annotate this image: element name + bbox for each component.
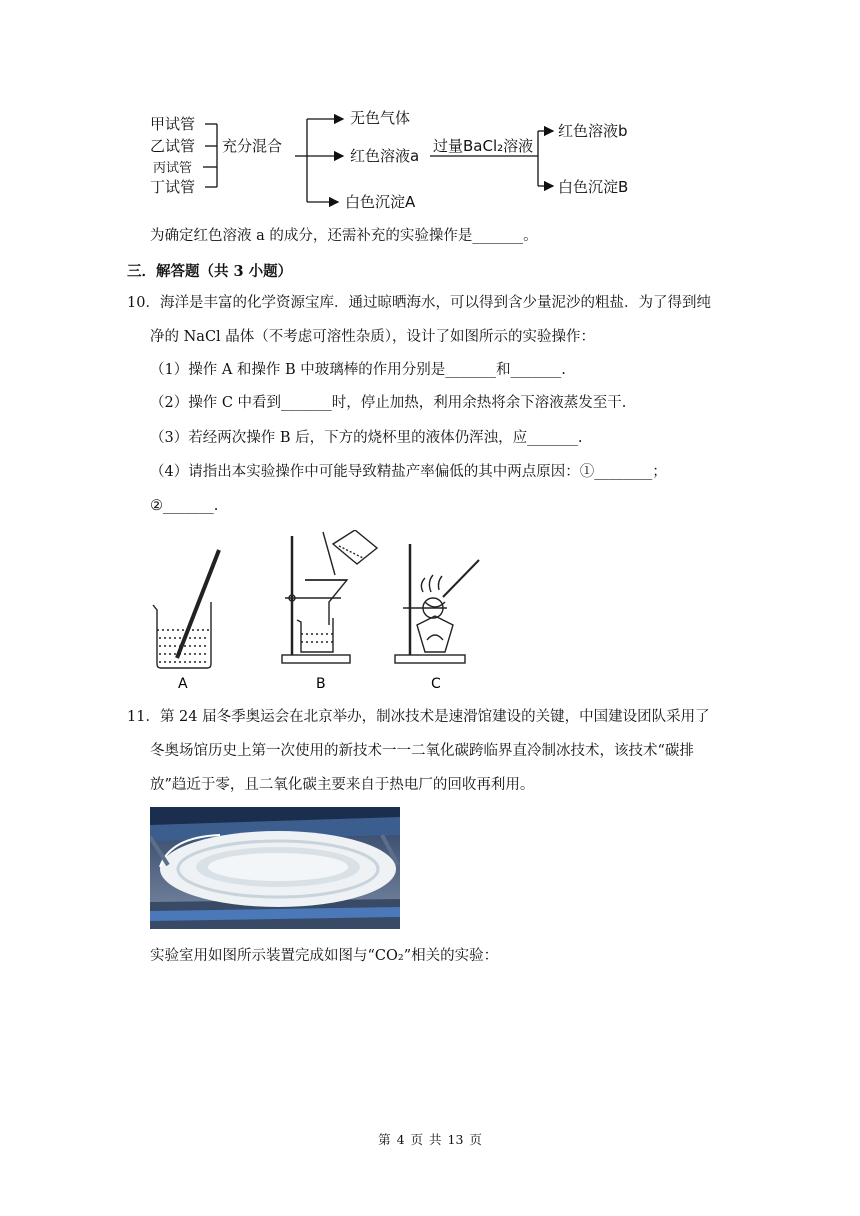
- q10-part4-second: ②_______.: [150, 498, 219, 514]
- page-footer: [0, 1130, 860, 1148]
- q11-line3: 放”趋近于零，且二氧化碳主要来自于热电厂的回收再利用。: [150, 777, 535, 793]
- flow-diagram: [145, 104, 655, 216]
- footer-total: 13: [447, 1132, 464, 1147]
- output-gas: 无色气体: [350, 109, 411, 127]
- section-heading: 三．解答题（共 3 小题）: [127, 263, 293, 280]
- output-red-b: 红色溶液b: [558, 122, 628, 140]
- q10-part4: （4）请指出本实验操作中可能导致精盐产率偏低的其中两点原因：①________；: [150, 464, 667, 480]
- q10-line2: 净的 NaCl 晶体（不考虑可溶性杂质），设计了如图所示的实验操作：: [150, 329, 596, 345]
- footer-ye1: 页: [410, 1132, 424, 1147]
- q10-line1: 10．海洋是丰富的化学资源宝库．通过晾晒海水，可以得到含少量泥沙的粗盐．为了得到纯: [127, 295, 711, 311]
- tube-jia: 甲试管: [150, 115, 196, 133]
- q9-tail: 为确定红色溶液 a 的成分，还需补充的实验操作是_______。: [150, 228, 538, 244]
- output-red-a: 红色溶液a: [350, 147, 420, 165]
- label-c: C: [431, 676, 441, 692]
- footer-ye2: 页: [469, 1132, 482, 1147]
- output-precip-b: 白色沉淀B: [558, 178, 629, 196]
- tube-yi: 乙试管: [150, 137, 196, 155]
- label-a: A: [178, 676, 188, 692]
- mix-label: 充分混合: [222, 137, 283, 155]
- tube-bing: 丙试管: [153, 161, 193, 176]
- footer-gong: 共: [429, 1132, 442, 1147]
- q10-part1: （1）操作 A 和操作 B 中玻璃棒的作用分别是_______和_______.: [150, 362, 566, 378]
- skating-venue-photo: [150, 807, 400, 929]
- tube-ding: 丁试管: [150, 178, 196, 196]
- q10-part3: （3）若经两次操作 B 后，下方的烧杯里的液体仍浑浊，应_______.: [150, 430, 583, 446]
- apparatus-figure: [145, 530, 495, 695]
- q11-line2: 冬奥场馆历史上第一次使用的新技术一一二氧化碳跨临界直冷制冰技术，该技术“碳排: [150, 743, 694, 759]
- label-b: B: [316, 676, 326, 692]
- footer-di: 第: [378, 1132, 391, 1147]
- q10-part2: （2）操作 C 中看到_______时，停止加热，利用余热将余下溶液蒸发至干.: [150, 395, 627, 411]
- reagent-label: 过量BaCl₂溶液: [433, 137, 534, 155]
- footer-page: 4: [396, 1132, 405, 1147]
- output-precip-a: 白色沉淀A: [345, 193, 416, 211]
- q11-line1: 11．第 24 届冬季奥运会在北京举办，制冰技术是速滑馆建设的关键，中国建设团队采用了: [127, 709, 710, 725]
- q11-tail: 实验室用如图所示装置完成如图与“CO₂”相关的实验：: [150, 948, 499, 964]
